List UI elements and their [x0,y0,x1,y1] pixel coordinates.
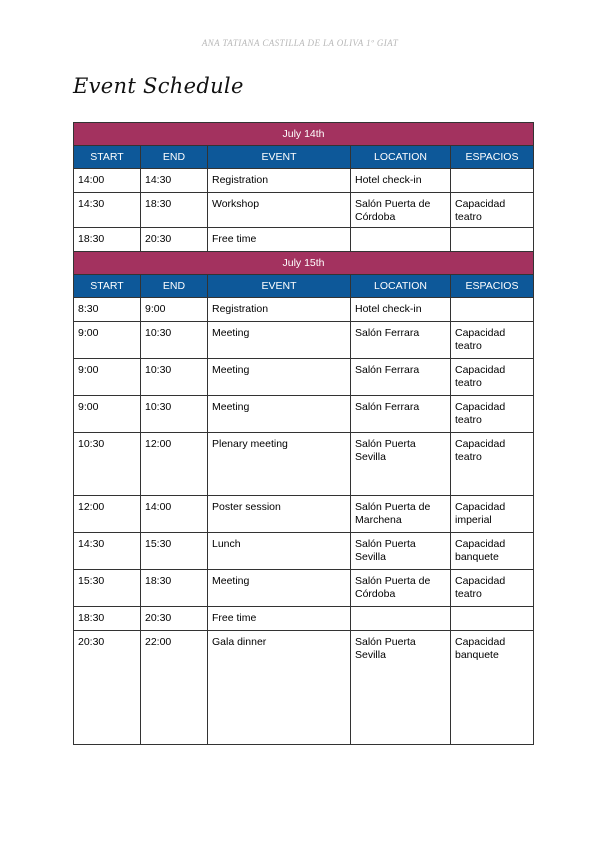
table-row [74,169,534,193]
cell-start: 20:30 [74,631,141,745]
cell-end: 18:30 [141,193,208,228]
cell-event: Gala dinner [208,631,351,745]
cell-location [351,228,451,252]
cell-end: 20:30 [141,228,208,252]
cell-end: 18:30 [141,570,208,607]
cell-espacios [451,169,534,193]
cell-event: Workshop [208,193,351,228]
cell-start: 18:30 [74,228,141,252]
cell-espacios: Capacidad imperial [451,496,534,533]
table-row [74,298,534,322]
cell-event: Meeting [208,396,351,433]
cell-start: 12:00 [74,496,141,533]
cell-event: Lunch [208,533,351,570]
column-header-espacios: ESPACIOS [451,146,534,169]
cell-end: 10:30 [141,322,208,359]
day-label: July 15th [74,252,534,275]
cell-start: 14:00 [74,169,141,193]
column-header-row [74,146,534,169]
cell-event: Registration [208,298,351,322]
cell-location: Salón Puerta Sevilla [351,433,451,496]
cell-location: Salón Ferrara [351,396,451,433]
cell-start: 10:30 [74,433,141,496]
cell-event: Poster session [208,496,351,533]
cell-espacios: Capacidad teatro [451,396,534,433]
column-header-event: EVENT [208,146,351,169]
page-title: Event Schedule [73,74,244,98]
cell-location: Salón Puerta de Marchena [351,496,451,533]
cell-event: Meeting [208,322,351,359]
table-row [74,533,534,570]
cell-end: 14:00 [141,496,208,533]
cell-start: 9:00 [74,359,141,396]
table-row [74,359,534,396]
day-header-row [74,123,534,146]
column-header-end: END [141,275,208,298]
cell-event: Free time [208,228,351,252]
cell-espacios: Capacidad teatro [451,322,534,359]
cell-end: 9:00 [141,298,208,322]
column-header-location: LOCATION [351,146,451,169]
table-row [74,228,534,252]
column-header-location: LOCATION [351,275,451,298]
table-row [74,607,534,631]
column-header-row [74,275,534,298]
cell-event: Meeting [208,359,351,396]
day-header-row [74,252,534,275]
cell-espacios [451,228,534,252]
table-row [74,496,534,533]
cell-event: Plenary meeting [208,433,351,496]
column-header-start: START [74,275,141,298]
cell-end: 14:30 [141,169,208,193]
event-schedule-table [73,122,534,745]
cell-location: Hotel check-in [351,298,451,322]
document-header-author: ANA TATIANA CASTILLA DE LA OLIVA 1º GIAT [201,38,399,48]
cell-location: Salón Puerta Sevilla [351,533,451,570]
table-row [74,570,534,607]
cell-espacios: Capacidad teatro [451,570,534,607]
schedule-body [74,123,534,745]
cell-espacios [451,298,534,322]
table-row [74,396,534,433]
cell-espacios: Capacidad banquete [451,631,534,745]
cell-location: Salón Puerta Sevilla [351,631,451,745]
cell-start: 14:30 [74,533,141,570]
cell-event: Registration [208,169,351,193]
cell-espacios: Capacidad teatro [451,359,534,396]
cell-event: Meeting [208,570,351,607]
cell-location: Salón Puerta de Córdoba [351,193,451,228]
cell-location: Salón Ferrara [351,322,451,359]
cell-espacios [451,607,534,631]
table-row [74,631,534,745]
cell-start: 9:00 [74,396,141,433]
cell-end: 10:30 [141,396,208,433]
table-row [74,433,534,496]
cell-start: 9:00 [74,322,141,359]
column-header-end: END [141,146,208,169]
cell-event: Free time [208,607,351,631]
cell-end: 10:30 [141,359,208,396]
cell-espacios: Capacidad teatro [451,193,534,228]
cell-start: 8:30 [74,298,141,322]
cell-end: 15:30 [141,533,208,570]
column-header-start: START [74,146,141,169]
cell-start: 14:30 [74,193,141,228]
cell-start: 15:30 [74,570,141,607]
cell-location [351,607,451,631]
cell-location: Salón Ferrara [351,359,451,396]
cell-espacios: Capacidad banquete [451,533,534,570]
table-row [74,322,534,359]
cell-start: 18:30 [74,607,141,631]
cell-location: Salón Puerta de Córdoba [351,570,451,607]
cell-end: 22:00 [141,631,208,745]
cell-location: Hotel check-in [351,169,451,193]
cell-espacios: Capacidad teatro [451,433,534,496]
table-row [74,193,534,228]
cell-end: 20:30 [141,607,208,631]
cell-end: 12:00 [141,433,208,496]
day-label: July 14th [74,123,534,146]
column-header-espacios: ESPACIOS [451,275,534,298]
column-header-event: EVENT [208,275,351,298]
